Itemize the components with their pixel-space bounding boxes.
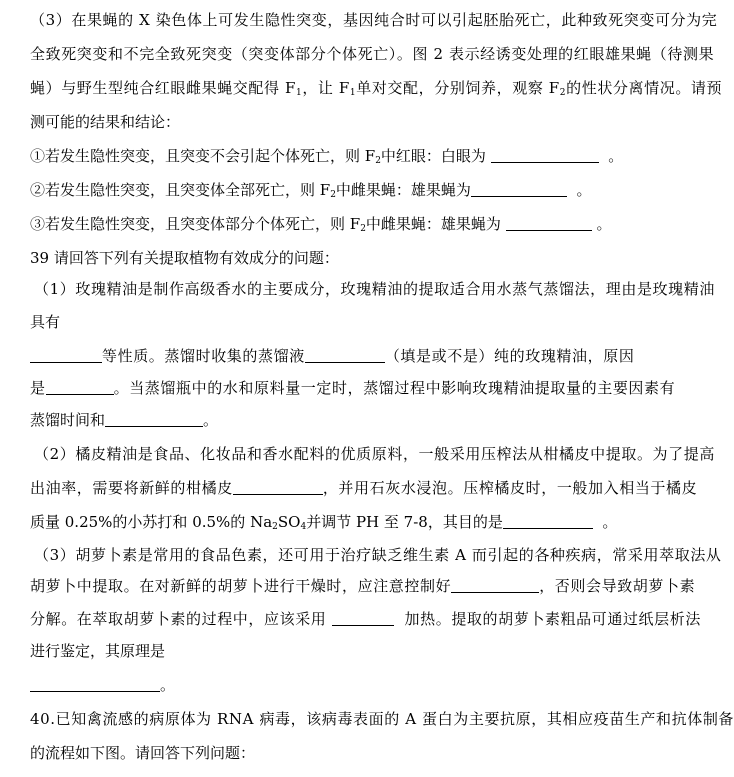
q38-option-3: ③若发生隐性突变，且突变体部分个体死亡，则 $F_2$中雌果蝇：雄果蝇为 。	[30, 215, 612, 234]
answer-blank[interactable]	[30, 676, 160, 692]
answer-blank[interactable]	[332, 610, 394, 626]
q39-3-line-3: 分解。在萃取胡萝卜素的过程中，应该采用 加热。提取的胡萝卜素粗品可通过纸层析法	[30, 610, 701, 628]
q38-option-1: ①若发生隐性突变，且突变不会引起个体死亡，则 $F_2$中红眼：白眼为 。	[30, 147, 624, 166]
q40-line-2: 的流程如下图。请回答下列问题：	[30, 744, 256, 762]
q39-3-line-4: 进行鉴定，其原理是	[30, 642, 166, 660]
q38-option-2: ②若发生隐性突变，且突变体全部死亡，则 $F_2$中雌果蝇：雄果蝇为 。	[30, 181, 592, 200]
answer-blank[interactable]	[46, 379, 114, 395]
q40-line-1: 40.已知禽流感的病原体为 RNA 病毒，该病毒表面的 A 蛋白为主要抗原，其相应疫苗生产和抗体制备	[30, 710, 734, 728]
answer-blank[interactable]	[506, 215, 592, 231]
answer-blank[interactable]	[30, 347, 102, 363]
answer-blank[interactable]	[305, 347, 385, 363]
q38-3-line-1: （3）在果蝇的 X 染色体上可发生隐性突变，基因纯合时可以引起胚胎死亡，此种致死突变可分为完	[30, 11, 718, 29]
q39-1-line-3: 等性质。蒸馏时收集的蒸馏液 （填是或不是）纯的玫瑰精油，原因	[30, 346, 634, 366]
q39-1-line-1: （1）玫瑰精油是制作高级香水的主要成分，玫瑰精油的提取适合用水蒸气蒸馏法，理由是玫瑰精油	[34, 280, 715, 298]
answer-blank[interactable]	[503, 513, 593, 529]
answer-blank[interactable]	[233, 479, 323, 495]
q39-2-line-3: 质量 0.25%的小苏打和 0.5%的 $Na_2SO_4$并调节 PH 至 7-8，其目的是 。	[30, 513, 618, 532]
q39-title: 39 请回答下列有关提取植物有效成分的问题：	[30, 249, 339, 267]
q39-1-line-2: 具有	[30, 313, 61, 331]
q39-2-line-2: 出油率，需要将新鲜的柑橘皮 ，并用石灰水浸泡。压榨橘皮时，一般加入相当于橘皮	[30, 479, 698, 497]
q39-3-line-2: 胡萝卜中提取。在对新鲜的胡萝卜进行干燥时，应注意控制好 ，否则会导致胡萝卜素	[30, 577, 696, 595]
q38-3-line-4: 测可能的结果和结论：	[30, 113, 181, 131]
q39-1-line-4: 是 。当蒸馏瓶中的水和原料量一定时，蒸馏过程中影响玫瑰精油提取量的主要因素有	[30, 379, 676, 397]
answer-blank[interactable]	[491, 147, 599, 163]
q39-3-line-5: 。	[30, 675, 175, 695]
q39-1-line-5: 蒸馏时间和 。	[30, 411, 219, 429]
q38-3-line-3: 蝇）与野生型纯合红眼雌果蝇交配得 $F_1$，让 $F_1$单对交配，分别饲养，观察 $F_2$的性状分离情况。请预	[30, 79, 723, 98]
q39-3-line-1: （3）胡萝卜素是常用的食品色素，还可用于治疗缺乏维生素 A 而引起的各种疾病，常采用萃取法从	[34, 546, 722, 564]
q38-3-line-2: 全致死突变和不完全致死突变（突变体部分个体死亡）。图 2 表示经诱变处理的红眼雄果蝇（待测果	[30, 45, 715, 63]
answer-blank[interactable]	[451, 577, 539, 593]
answer-blank[interactable]	[471, 181, 567, 197]
answer-blank[interactable]	[105, 411, 203, 427]
q39-2-line-1: （2）橘皮精油是食品、化妆品和香水配料的优质原料，一般采用压榨法从柑橘皮中提取。为了提高	[34, 445, 715, 463]
